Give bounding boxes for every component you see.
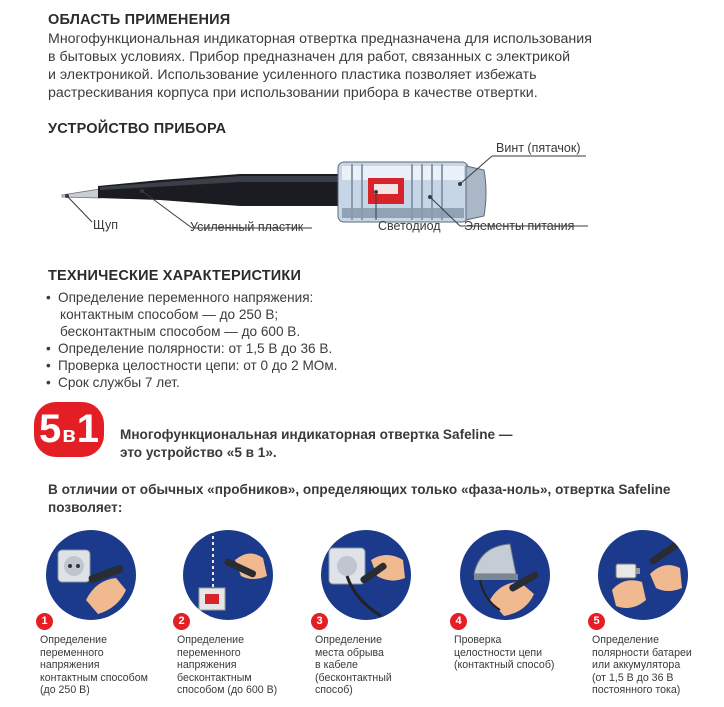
screwdriver-image xyxy=(40,140,660,250)
spec-item: • Определение полярности: от 1,5 В до 36 В. xyxy=(46,341,333,356)
label-battery: Элементы питания xyxy=(464,219,575,233)
feature-number: 3 xyxy=(311,613,328,630)
contactless-wire-icon xyxy=(183,530,273,620)
feature-number: 5 xyxy=(588,613,605,630)
spec-item: бесконтактным способом — до 600 В. xyxy=(60,324,301,339)
feature-caption: Проверка целостности цепи (контактный способ) xyxy=(454,634,555,671)
spec-item: • Проверка целостности цепи: от 0 до 2 МОм. xyxy=(46,358,338,373)
spec-item: контактным способом — до 250 В; xyxy=(60,307,279,322)
label-screw: Винт (пятачок) xyxy=(496,141,581,155)
socket-contact-icon xyxy=(46,530,136,620)
iron-continuity-icon xyxy=(460,530,550,620)
five-in-one-badge: 5 в 1 xyxy=(34,402,104,457)
feature-3 xyxy=(311,530,441,696)
scope-line: Многофункциональная индикаторная отвертка предназначена для использования xyxy=(48,31,592,47)
cable-break-icon xyxy=(321,530,411,620)
label-plastic: Усиленный пластик xyxy=(190,220,304,234)
battery-polarity-icon xyxy=(598,530,688,620)
scope-title: ОБЛАСТЬ ПРИМЕНЕНИЯ xyxy=(48,12,231,28)
label-probe: Щуп xyxy=(93,218,119,232)
lead-text: В отличии от обычных «пробников», определяющих только «фаза-ноль», отвертка Safeline позволяет: xyxy=(48,482,671,515)
feature-number: 1 xyxy=(36,613,53,630)
feature-caption: Определение полярности батареи или аккумулятора (от 1,5 В до 36 В постоянного тока) xyxy=(592,634,692,696)
feature-1 xyxy=(36,530,166,696)
feature-caption: Определение места обрыва в кабеле (бесконтактный способ) xyxy=(315,634,392,696)
feature-2 xyxy=(173,530,303,696)
feature-number: 4 xyxy=(450,613,467,630)
specs-title: ТЕХНИЧЕСКИЕ ХАРАКТЕРИСТИКИ xyxy=(48,268,302,284)
scope-line: в бытовых условиях. Прибор предназначен для работ, связанных с электрикой xyxy=(48,49,571,65)
feature-caption: Определение переменного напряжения контактным способом (до 250 В) xyxy=(40,634,148,696)
scope-line: и электроникой. Использование усиленного пластика позволяет избежать xyxy=(48,67,537,83)
feature-4 xyxy=(450,530,580,671)
spec-item: • Определение переменного напряжения: xyxy=(46,290,314,305)
device-title: УСТРОЙСТВО ПРИБОРА xyxy=(48,121,227,137)
scope-line: растрескивания корпуса при использовании прибора в качестве отвертки. xyxy=(48,85,538,101)
feature-caption: Определение переменного напряжения бесконтактным способом (до 600 В) xyxy=(177,634,278,696)
specs-list xyxy=(46,289,337,391)
feature-number: 2 xyxy=(173,613,190,630)
scope-text xyxy=(48,30,668,102)
feature-5 xyxy=(588,530,718,696)
screwdriver-diagram xyxy=(40,140,660,250)
spec-item: • Срок службы 7 лет. xyxy=(46,375,180,390)
label-led: Светодиод xyxy=(378,219,441,233)
intro-text: Многофункциональная индикаторная отвертка Safeline — это устройство «5 в 1». xyxy=(120,427,513,460)
